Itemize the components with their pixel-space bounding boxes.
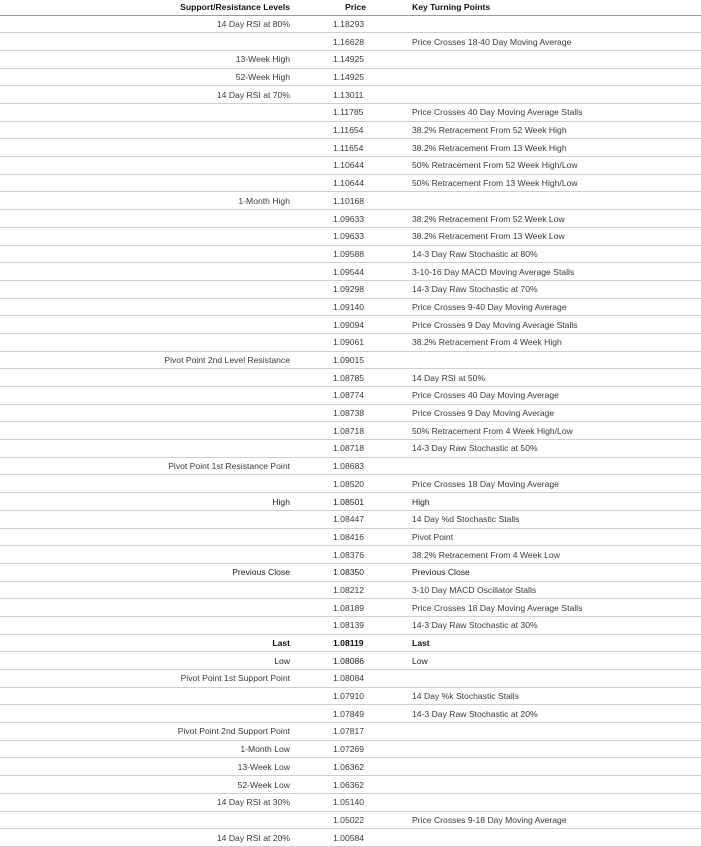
- key-point-cell: 14 Day RSI at 50%: [400, 369, 701, 387]
- level-cell: 14 Day RSI at 30%: [0, 793, 310, 811]
- table-row: [0, 634, 701, 652]
- key-point-cell: 50% Retracement From 4 Week High/Low: [400, 422, 701, 440]
- price-cell: 1.10644: [310, 157, 400, 175]
- price-cell: 1.10644: [310, 174, 400, 192]
- level-cell: Low: [0, 652, 310, 670]
- price-cell: 1.08212: [310, 581, 400, 599]
- key-point-cell: Price Crosses 18-40 Day Moving Average: [400, 33, 701, 51]
- price-cell: 1.09094: [310, 316, 400, 334]
- key-point-cell: [400, 86, 701, 104]
- table-row: [0, 563, 701, 581]
- table-row: [0, 192, 701, 210]
- level-cell: [0, 687, 310, 705]
- price-cell: 1.09298: [310, 280, 400, 298]
- table-row: [0, 351, 701, 369]
- table-row: [0, 50, 701, 68]
- header-price: Price: [310, 0, 400, 15]
- table-row: [0, 263, 701, 281]
- level-cell: [0, 616, 310, 634]
- table-row: [0, 475, 701, 493]
- price-cell: 1.08447: [310, 510, 400, 528]
- level-cell: 1-Month Low: [0, 740, 310, 758]
- price-cell: 1.08350: [310, 563, 400, 581]
- level-cell: [0, 263, 310, 281]
- table-row: [0, 457, 701, 475]
- key-point-cell: 14 Day %d Stochastic Stalls: [400, 510, 701, 528]
- table-row: [0, 793, 701, 811]
- level-cell: Previous Close: [0, 563, 310, 581]
- price-cell: 1.08520: [310, 475, 400, 493]
- table-row: [0, 280, 701, 298]
- level-cell: Pivot Point 2nd Support Point: [0, 723, 310, 741]
- key-point-cell: [400, 758, 701, 776]
- key-point-cell: 38.2% Retracement From 13 Week High: [400, 139, 701, 157]
- table-row: [0, 493, 701, 511]
- table-row: [0, 811, 701, 829]
- price-cell: 1.08501: [310, 493, 400, 511]
- header-levels: Support/Resistance Levels: [0, 0, 310, 15]
- price-cell: 1.08683: [310, 457, 400, 475]
- price-cell: 1.14925: [310, 50, 400, 68]
- table-row: [0, 546, 701, 564]
- price-cell: 1.09015: [310, 351, 400, 369]
- price-cell: 1.08738: [310, 404, 400, 422]
- price-cell: 1.11785: [310, 104, 400, 122]
- level-cell: [0, 157, 310, 175]
- header-key-points: Key Turning Points: [400, 0, 701, 15]
- table-row: [0, 723, 701, 741]
- level-cell: [0, 316, 310, 334]
- level-cell: 14 Day RSI at 80%: [0, 15, 310, 33]
- price-cell: 1.05022: [310, 811, 400, 829]
- table-row: [0, 333, 701, 351]
- key-point-cell: Price Crosses 9-40 Day Moving Average: [400, 298, 701, 316]
- price-cell: 1.18293: [310, 15, 400, 33]
- key-point-cell: [400, 776, 701, 794]
- table-row: [0, 33, 701, 51]
- price-cell: 1.13011: [310, 86, 400, 104]
- table-row: [0, 174, 701, 192]
- price-cell: 1.08086: [310, 652, 400, 670]
- table-row: [0, 422, 701, 440]
- level-cell: Pivot Point 1st Support Point: [0, 670, 310, 688]
- key-point-cell: [400, 723, 701, 741]
- level-cell: Pivot Point 2nd Level Resistance: [0, 351, 310, 369]
- price-cell: 1.08189: [310, 599, 400, 617]
- level-cell: [0, 104, 310, 122]
- level-cell: High: [0, 493, 310, 511]
- table-row: [0, 829, 701, 847]
- level-cell: [0, 298, 310, 316]
- price-cell: 1.08718: [310, 440, 400, 458]
- level-cell: 52-Week High: [0, 68, 310, 86]
- key-point-cell: Low: [400, 652, 701, 670]
- table-row: [0, 227, 701, 245]
- price-cell: 1.09140: [310, 298, 400, 316]
- table-row: [0, 528, 701, 546]
- price-cell: 1.09544: [310, 263, 400, 281]
- key-point-cell: 14-3 Day Raw Stochastic at 80%: [400, 245, 701, 263]
- key-point-cell: [400, 351, 701, 369]
- price-cell: 1.09633: [310, 210, 400, 228]
- price-cell: 1.08376: [310, 546, 400, 564]
- level-cell: [0, 33, 310, 51]
- key-point-cell: Price Crosses 9 Day Moving Average Stalls: [400, 316, 701, 334]
- price-cell: 1.11654: [310, 121, 400, 139]
- level-cell: [0, 510, 310, 528]
- level-cell: [0, 227, 310, 245]
- key-point-cell: 38.2% Retracement From 4 Week Low: [400, 546, 701, 564]
- key-point-cell: [400, 670, 701, 688]
- table-row: [0, 616, 701, 634]
- key-point-cell: [400, 192, 701, 210]
- price-cell: 1.16628: [310, 33, 400, 51]
- level-cell: Pivot Point 1st Resistance Point: [0, 457, 310, 475]
- key-point-cell: 3-10-16 Day MACD Moving Average Stalls: [400, 263, 701, 281]
- table-row: [0, 369, 701, 387]
- price-cell: 1.07849: [310, 705, 400, 723]
- table-row: [0, 404, 701, 422]
- key-point-cell: 14-3 Day Raw Stochastic at 30%: [400, 616, 701, 634]
- price-cell: 1.08416: [310, 528, 400, 546]
- key-point-cell: 38.2% Retracement From 4 Week High: [400, 333, 701, 351]
- level-cell: 52-Week Low: [0, 776, 310, 794]
- table-row: [0, 210, 701, 228]
- key-point-cell: 50% Retracement From 52 Week High/Low: [400, 157, 701, 175]
- key-point-cell: 38.2% Retracement From 52 Week High: [400, 121, 701, 139]
- level-cell: [0, 546, 310, 564]
- price-cell: 1.00584: [310, 829, 400, 847]
- table-row: [0, 599, 701, 617]
- level-cell: [0, 705, 310, 723]
- level-cell: [0, 280, 310, 298]
- price-cell: 1.09588: [310, 245, 400, 263]
- price-cell: 1.07269: [310, 740, 400, 758]
- key-point-cell: 38.2% Retracement From 52 Week Low: [400, 210, 701, 228]
- price-cell: 1.14925: [310, 68, 400, 86]
- table-row: [0, 139, 701, 157]
- level-cell: 13-Week Low: [0, 758, 310, 776]
- table-row: [0, 121, 701, 139]
- level-cell: [0, 528, 310, 546]
- level-cell: [0, 599, 310, 617]
- key-point-cell: Price Crosses 18 Day Moving Average Stalls: [400, 599, 701, 617]
- price-cell: 1.08774: [310, 387, 400, 405]
- price-cell: 1.09633: [310, 227, 400, 245]
- key-point-cell: Previous Close: [400, 563, 701, 581]
- key-point-cell: [400, 15, 701, 33]
- level-cell: [0, 333, 310, 351]
- price-cell: 1.08718: [310, 422, 400, 440]
- table-row: [0, 68, 701, 86]
- level-cell: [0, 369, 310, 387]
- table-row: [0, 298, 701, 316]
- level-cell: [0, 139, 310, 157]
- price-cell: 1.06362: [310, 758, 400, 776]
- table-row: [0, 86, 701, 104]
- price-cell: 1.08785: [310, 369, 400, 387]
- key-point-cell: Price Crosses 40 Day Moving Average: [400, 387, 701, 405]
- table-row: [0, 581, 701, 599]
- key-point-cell: Price Crosses 9-18 Day Moving Average: [400, 811, 701, 829]
- table-row: [0, 15, 701, 33]
- key-point-cell: [400, 50, 701, 68]
- table-row: [0, 758, 701, 776]
- price-cell: 1.06362: [310, 776, 400, 794]
- level-cell: 1-Month High: [0, 192, 310, 210]
- key-point-cell: [400, 68, 701, 86]
- key-point-cell: Price Crosses 18 Day Moving Average: [400, 475, 701, 493]
- price-cell: 1.08139: [310, 616, 400, 634]
- table-row: [0, 245, 701, 263]
- key-point-cell: 14-3 Day Raw Stochastic at 70%: [400, 280, 701, 298]
- level-cell: [0, 174, 310, 192]
- price-cell: 1.05140: [310, 793, 400, 811]
- key-point-cell: 14 Day %k Stochastic Stalls: [400, 687, 701, 705]
- level-cell: [0, 387, 310, 405]
- level-cell: 14 Day RSI at 70%: [0, 86, 310, 104]
- table-row: [0, 740, 701, 758]
- key-point-cell: Price Crosses 9 Day Moving Average: [400, 404, 701, 422]
- level-cell: [0, 475, 310, 493]
- price-cell: 1.10168: [310, 192, 400, 210]
- header-row: [0, 0, 701, 15]
- table-row: [0, 670, 701, 688]
- price-cell: 1.07910: [310, 687, 400, 705]
- table-row: [0, 316, 701, 334]
- key-point-cell: 14-3 Day Raw Stochastic at 20%: [400, 705, 701, 723]
- table-row: [0, 776, 701, 794]
- table-body: [0, 15, 701, 846]
- key-point-cell: 14-3 Day Raw Stochastic at 50%: [400, 440, 701, 458]
- table-row: [0, 705, 701, 723]
- level-cell: [0, 245, 310, 263]
- price-cell: 1.09061: [310, 333, 400, 351]
- level-cell: 14 Day RSI at 20%: [0, 829, 310, 847]
- level-cell: [0, 422, 310, 440]
- price-cell: 1.11654: [310, 139, 400, 157]
- key-point-cell: [400, 457, 701, 475]
- price-cell: 1.08084: [310, 670, 400, 688]
- table-row: [0, 510, 701, 528]
- table-row: [0, 687, 701, 705]
- level-cell: Last: [0, 634, 310, 652]
- key-point-cell: [400, 829, 701, 847]
- level-cell: [0, 440, 310, 458]
- level-cell: [0, 581, 310, 599]
- key-point-cell: Price Crosses 40 Day Moving Average Stalls: [400, 104, 701, 122]
- level-cell: [0, 404, 310, 422]
- key-point-cell: Last: [400, 634, 701, 652]
- table-row: [0, 652, 701, 670]
- price-cell: 1.08119: [310, 634, 400, 652]
- key-point-cell: [400, 740, 701, 758]
- key-point-cell: Pivot Point: [400, 528, 701, 546]
- price-cell: 1.07817: [310, 723, 400, 741]
- key-point-cell: 38.2% Retracement From 13 Week Low: [400, 227, 701, 245]
- key-point-cell: High: [400, 493, 701, 511]
- key-point-cell: 3-10 Day MACD Oscillator Stalls: [400, 581, 701, 599]
- level-cell: [0, 811, 310, 829]
- table-row: [0, 387, 701, 405]
- key-point-cell: [400, 793, 701, 811]
- key-point-cell: 50% Retracement From 13 Week High/Low: [400, 174, 701, 192]
- level-cell: 13-Week High: [0, 50, 310, 68]
- table-row: [0, 440, 701, 458]
- table-row: [0, 157, 701, 175]
- level-cell: [0, 121, 310, 139]
- level-cell: [0, 210, 310, 228]
- table-row: [0, 104, 701, 122]
